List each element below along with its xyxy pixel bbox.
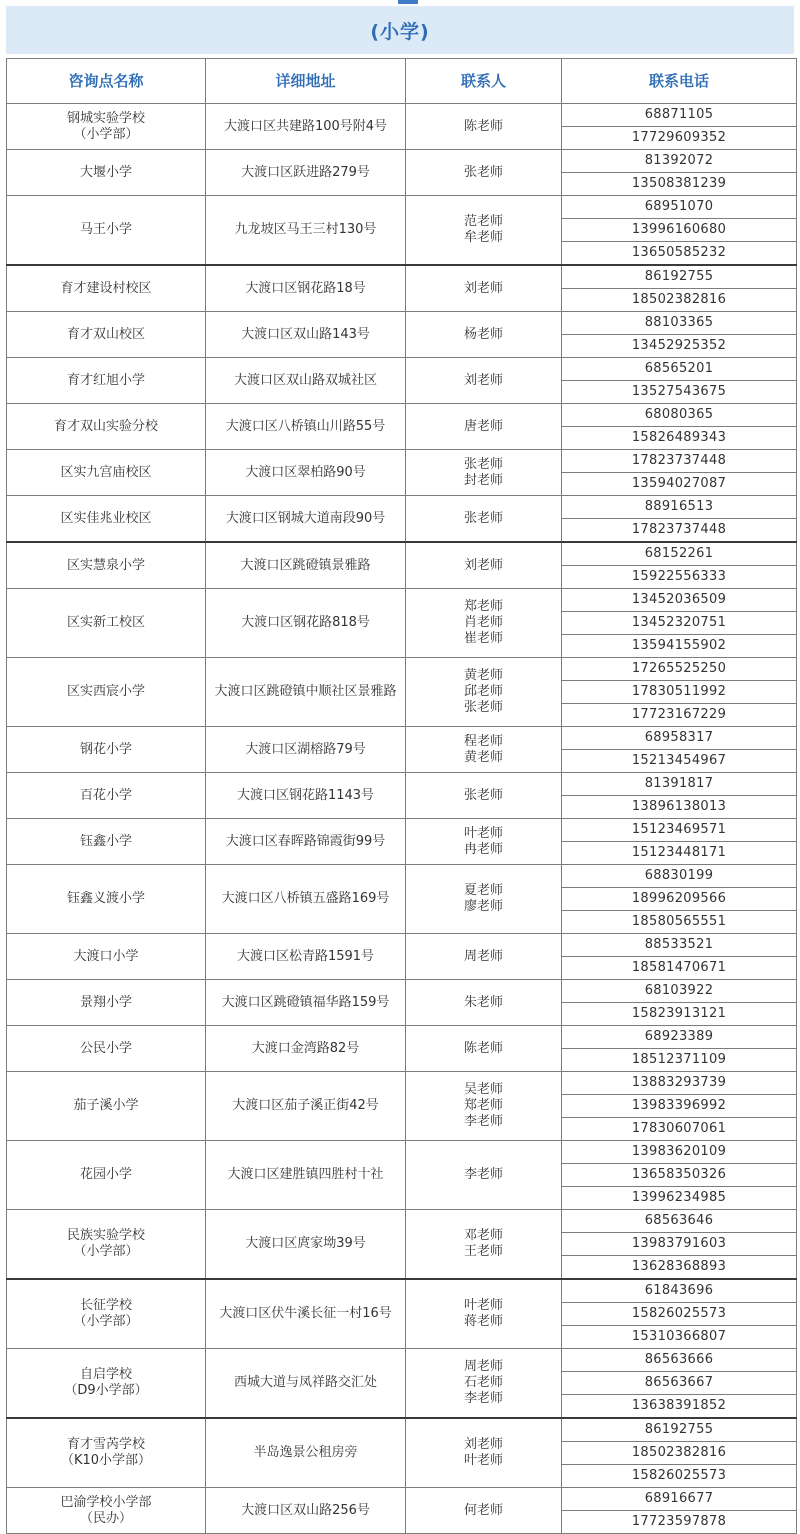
header-address: 详细地址 (206, 59, 406, 104)
address-cell: 大渡口区湖榕路79号 (206, 727, 406, 773)
table-row (7, 1072, 797, 1095)
contact-cell (406, 104, 562, 150)
phone-cell: 17723167229 (562, 704, 797, 727)
school-name-line: 百花小学 (79, 787, 132, 803)
phone-cell: 13638391852 (562, 1395, 797, 1419)
phone-cell: 15826025573 (562, 1465, 797, 1488)
phone-cell: 13508381239 (562, 173, 797, 196)
contact-name: 李老师 (463, 1391, 503, 1406)
phone-cell: 68152261 (562, 542, 797, 566)
contact-name: 蒋老师 (463, 1314, 503, 1329)
header-name: 咨询点名称 (7, 59, 206, 104)
contact-cell (406, 1349, 562, 1419)
phone-cell: 13594027087 (562, 473, 797, 496)
contact-name: 黄老师 (463, 668, 503, 683)
phone-cell: 68871105 (562, 104, 797, 127)
contact-name: 夏老师 (463, 883, 503, 898)
school-name-cell (7, 1072, 206, 1141)
contact-name: 郑老师 (463, 1098, 503, 1113)
phone-cell: 13628368893 (562, 1256, 797, 1280)
school-name-line: （小学部） (73, 1314, 139, 1329)
contact-name: 杨老师 (463, 326, 503, 342)
phone-cell: 68565201 (562, 358, 797, 381)
contact-name: 李老师 (463, 1114, 503, 1129)
contact-cell (406, 589, 562, 658)
address-cell: 大渡口区庹家坳39号 (206, 1210, 406, 1280)
school-name-cell (7, 196, 206, 266)
school-name-line: 区实九宫庙校区 (60, 464, 152, 480)
school-name-line: 自启学校 (79, 1367, 132, 1382)
contact-cell (406, 196, 562, 266)
phone-cell: 13896138013 (562, 796, 797, 819)
phone-cell: 15123469571 (562, 819, 797, 842)
contact-name: 肖老师 (463, 615, 503, 630)
phone-cell: 13883293739 (562, 1072, 797, 1095)
contact-cell (406, 1488, 562, 1534)
school-name-line: 大堰小学 (79, 164, 132, 180)
contact-cell (406, 150, 562, 196)
school-name-cell (7, 589, 206, 658)
contact-cell (406, 1072, 562, 1141)
school-name-line: 钢城实验学校 (66, 110, 145, 126)
address-cell: 大渡口区八桥镇五盛路169号 (206, 865, 406, 934)
school-name-cell (7, 404, 206, 450)
table-row (7, 980, 797, 1003)
table-row (7, 1279, 797, 1303)
phone-cell: 13527543675 (562, 381, 797, 404)
contact-cell (406, 450, 562, 496)
contact-cell (406, 1279, 562, 1349)
table-row (7, 589, 797, 612)
school-name-line: 景翔小学 (79, 994, 132, 1010)
table-row (7, 1488, 797, 1511)
address-cell: 大渡口区共建路100号附4号 (206, 104, 406, 150)
consultation-table (6, 58, 797, 1534)
table-row (7, 865, 797, 888)
phone-cell: 15823913121 (562, 1003, 797, 1026)
section-title: (小学) (370, 20, 430, 43)
contact-name: 周老师 (463, 1359, 503, 1374)
school-name-cell (7, 658, 206, 727)
phone-cell: 17823737448 (562, 519, 797, 543)
school-name-line: （K10小学部） (60, 1453, 152, 1468)
school-name-line: （小学部） (73, 126, 139, 142)
contact-name: 郑老师 (463, 599, 503, 614)
phone-cell: 17265525250 (562, 658, 797, 681)
phone-cell: 18512371109 (562, 1049, 797, 1072)
table-row (7, 404, 797, 427)
school-name-cell (7, 1026, 206, 1072)
contact-name: 范老师 (463, 214, 503, 229)
phone-cell: 88533521 (562, 934, 797, 957)
school-name-cell (7, 934, 206, 980)
phone-cell: 86563667 (562, 1372, 797, 1395)
table-row (7, 312, 797, 335)
contact-cell (406, 358, 562, 404)
address-cell: 大渡口区建胜镇四胜村十社 (206, 1141, 406, 1210)
phone-cell: 17823737448 (562, 450, 797, 473)
contact-cell (406, 980, 562, 1026)
contact-name: 陈老师 (463, 1040, 503, 1056)
contact-name: 唐老师 (463, 418, 503, 434)
contact-name: 冉老师 (463, 841, 503, 857)
phone-cell: 15826489343 (562, 427, 797, 450)
table-row (7, 727, 797, 750)
address-cell: 大渡口金湾路82号 (206, 1026, 406, 1072)
address-cell: 大渡口区钢花路1143号 (206, 773, 406, 819)
school-name-cell (7, 1210, 206, 1280)
phone-cell: 17830511992 (562, 681, 797, 704)
contact-name: 程老师 (463, 733, 503, 749)
contact-cell (406, 496, 562, 543)
header-row (7, 59, 797, 104)
school-name-cell (7, 1488, 206, 1534)
phone-cell: 17830607061 (562, 1118, 797, 1141)
school-name-line: 钰鑫义渡小学 (66, 891, 145, 906)
school-name-line: 茄子溪小学 (73, 1098, 139, 1113)
section-title-band (6, 6, 794, 54)
table-row (7, 358, 797, 381)
school-name-line: 育才建设村校区 (60, 280, 152, 296)
school-name-line: 长征学校 (79, 1298, 132, 1313)
contact-name: 何老师 (463, 1502, 503, 1518)
phone-cell: 68923389 (562, 1026, 797, 1049)
school-name-cell (7, 358, 206, 404)
school-name-cell (7, 496, 206, 543)
contact-name: 李老师 (463, 1167, 503, 1182)
contact-cell (406, 1418, 562, 1488)
address-cell: 大渡口区钢城大道南段90号 (206, 496, 406, 543)
school-name-cell (7, 150, 206, 196)
school-name-line: 育才红旭小学 (66, 372, 145, 388)
phone-cell: 86563666 (562, 1349, 797, 1372)
address-cell: 西城大道与凤祥路交汇处 (206, 1349, 406, 1419)
phone-cell: 13452036509 (562, 589, 797, 612)
contact-name: 崔老师 (463, 631, 503, 646)
address-cell: 大渡口区跳磴镇中顺社区景雅路 (206, 658, 406, 727)
contact-name: 张老师 (463, 164, 503, 180)
contact-name: 黄老师 (463, 749, 503, 765)
school-name-cell (7, 104, 206, 150)
school-name-cell (7, 265, 206, 312)
address-cell: 大渡口区春晖路锦霞街99号 (206, 819, 406, 865)
contact-name: 刘老师 (463, 372, 503, 388)
table-row (7, 1349, 797, 1372)
address-cell: 大渡口区八桥镇山川路55号 (206, 404, 406, 450)
contact-name: 吴老师 (463, 1082, 503, 1097)
school-name-cell (7, 542, 206, 589)
phone-cell: 68563646 (562, 1210, 797, 1233)
phone-cell: 86192755 (562, 265, 797, 289)
contact-name: 叶老师 (463, 1453, 503, 1468)
contact-name: 王老师 (463, 1244, 503, 1259)
phone-cell: 18580565551 (562, 911, 797, 934)
address-cell: 大渡口区翠柏路90号 (206, 450, 406, 496)
phone-cell: 15123448171 (562, 842, 797, 865)
contact-cell (406, 865, 562, 934)
contact-name: 石老师 (463, 1375, 503, 1390)
phone-cell: 13452320751 (562, 612, 797, 635)
school-name-cell (7, 1349, 206, 1419)
table-row (7, 496, 797, 519)
phone-cell: 88103365 (562, 312, 797, 335)
address-cell: 半岛逸景公租房旁 (206, 1418, 406, 1488)
phone-cell: 13983396992 (562, 1095, 797, 1118)
phone-cell: 17729609352 (562, 127, 797, 150)
table-body (7, 59, 797, 1534)
table-row (7, 773, 797, 796)
table-row (7, 1418, 797, 1442)
school-name-cell (7, 727, 206, 773)
phone-cell: 61843696 (562, 1279, 797, 1303)
address-cell: 大渡口区松青路1591号 (206, 934, 406, 980)
phone-cell: 13650585232 (562, 242, 797, 266)
table-row (7, 1141, 797, 1164)
phone-cell: 13594155902 (562, 635, 797, 658)
address-cell: 大渡口区钢花路818号 (206, 589, 406, 658)
school-name-line: 育才双山实验分校 (53, 418, 158, 434)
phone-cell: 18502382816 (562, 289, 797, 312)
phone-cell: 81391817 (562, 773, 797, 796)
top-marker (398, 0, 418, 4)
phone-cell: 68080365 (562, 404, 797, 427)
address-cell: 大渡口区双山路256号 (206, 1488, 406, 1534)
phone-cell: 13996234985 (562, 1187, 797, 1210)
address-cell: 大渡口区茄子溪正街42号 (206, 1072, 406, 1141)
contact-cell (406, 1141, 562, 1210)
school-name-line: 巴渝学校小学部 (60, 1494, 152, 1510)
school-name-line: 钰鑫小学 (79, 833, 132, 849)
table-row (7, 265, 797, 289)
address-cell: 大渡口区跳磴镇景雅路 (206, 542, 406, 589)
contact-name: 邱老师 (463, 684, 503, 699)
table-row (7, 542, 797, 566)
contact-name: 刘老师 (463, 557, 503, 573)
header-contact: 联系人 (406, 59, 562, 104)
contact-cell (406, 773, 562, 819)
phone-cell: 18581470671 (562, 957, 797, 980)
school-name-cell (7, 865, 206, 934)
phone-cell: 68103922 (562, 980, 797, 1003)
contact-name: 封老师 (463, 472, 503, 488)
contact-name: 张老师 (463, 787, 503, 803)
phone-cell: 15922556333 (562, 566, 797, 589)
table-row (7, 1210, 797, 1233)
school-name-cell (7, 450, 206, 496)
contact-name: 周老师 (463, 948, 503, 964)
school-name-line: 马王小学 (79, 222, 132, 237)
phone-cell: 18502382816 (562, 1442, 797, 1465)
contact-name: 张老师 (463, 510, 503, 526)
school-name-line: 花园小学 (79, 1167, 132, 1182)
school-name-cell (7, 1141, 206, 1210)
phone-cell: 81392072 (562, 150, 797, 173)
table-row (7, 934, 797, 957)
school-name-cell (7, 980, 206, 1026)
table-row (7, 196, 797, 219)
phone-cell: 13658350326 (562, 1164, 797, 1187)
school-name-line: （民办） (79, 1510, 132, 1526)
contact-name: 朱老师 (463, 994, 503, 1010)
contact-name: 邓老师 (463, 1228, 503, 1243)
phone-cell: 18996209566 (562, 888, 797, 911)
contact-name: 叶老师 (463, 825, 503, 841)
phone-cell: 13983791603 (562, 1233, 797, 1256)
contact-cell (406, 1026, 562, 1072)
school-name-line: 区实新工校区 (66, 615, 145, 630)
contact-cell (406, 265, 562, 312)
table-row (7, 1026, 797, 1049)
table-row (7, 150, 797, 173)
school-name-cell (7, 773, 206, 819)
contact-cell (406, 312, 562, 358)
school-name-line: 育才双山校区 (66, 326, 145, 342)
table-row (7, 658, 797, 681)
contact-name: 张老师 (463, 700, 503, 715)
contact-name: 张老师 (463, 456, 503, 472)
contact-cell (406, 542, 562, 589)
address-cell: 大渡口区伏牛溪长征一村16号 (206, 1279, 406, 1349)
phone-cell: 15826025573 (562, 1303, 797, 1326)
address-cell: 大渡口区跳磴镇福华路159号 (206, 980, 406, 1026)
phone-cell: 17723597878 (562, 1511, 797, 1534)
phone-cell: 68951070 (562, 196, 797, 219)
school-name-line: （小学部） (73, 1244, 139, 1259)
phone-cell: 13996160680 (562, 219, 797, 242)
school-name-cell (7, 312, 206, 358)
address-cell: 大渡口区双山路双城社区 (206, 358, 406, 404)
table-row (7, 819, 797, 842)
phone-cell: 15310366807 (562, 1326, 797, 1349)
contact-name: 牟老师 (463, 230, 503, 245)
school-name-cell (7, 819, 206, 865)
contact-cell (406, 819, 562, 865)
contact-cell (406, 658, 562, 727)
contact-cell (406, 1210, 562, 1280)
school-name-cell (7, 1418, 206, 1488)
school-name-line: 区实佳兆业校区 (60, 510, 152, 526)
school-name-line: 区实西宸小学 (66, 684, 145, 699)
school-name-line: 大渡口小学 (73, 948, 139, 964)
phone-cell: 88916513 (562, 496, 797, 519)
contact-name: 陈老师 (463, 118, 503, 134)
contact-name: 叶老师 (463, 1298, 503, 1313)
address-cell: 大渡口区双山路143号 (206, 312, 406, 358)
contact-cell (406, 727, 562, 773)
contact-name: 刘老师 (463, 280, 503, 296)
address-cell: 大渡口区钢花路18号 (206, 265, 406, 312)
phone-cell: 68958317 (562, 727, 797, 750)
phone-cell: 13983620109 (562, 1141, 797, 1164)
phone-cell: 15213454967 (562, 750, 797, 773)
contact-name: 刘老师 (463, 1437, 503, 1452)
address-cell: 九龙坡区马王三村130号 (206, 196, 406, 266)
contact-name: 廖老师 (463, 899, 503, 914)
phone-cell: 13452925352 (562, 335, 797, 358)
phone-cell: 86192755 (562, 1418, 797, 1442)
phone-cell: 68916677 (562, 1488, 797, 1511)
school-name-cell (7, 1279, 206, 1349)
school-name-line: 钢花小学 (79, 741, 132, 757)
phone-cell: 68830199 (562, 865, 797, 888)
school-name-line: 公民小学 (79, 1040, 132, 1056)
school-name-line: 民族实验学校 (66, 1228, 145, 1243)
table-row (7, 450, 797, 473)
school-name-line: 区实慧泉小学 (66, 557, 145, 573)
contact-cell (406, 404, 562, 450)
table-row (7, 104, 797, 127)
address-cell: 大渡口区跃进路279号 (206, 150, 406, 196)
school-name-line: 育才雪芮学校 (66, 1437, 145, 1452)
school-name-line: （D9小学部） (64, 1383, 148, 1398)
header-phone: 联系电话 (562, 59, 797, 104)
contact-cell (406, 934, 562, 980)
